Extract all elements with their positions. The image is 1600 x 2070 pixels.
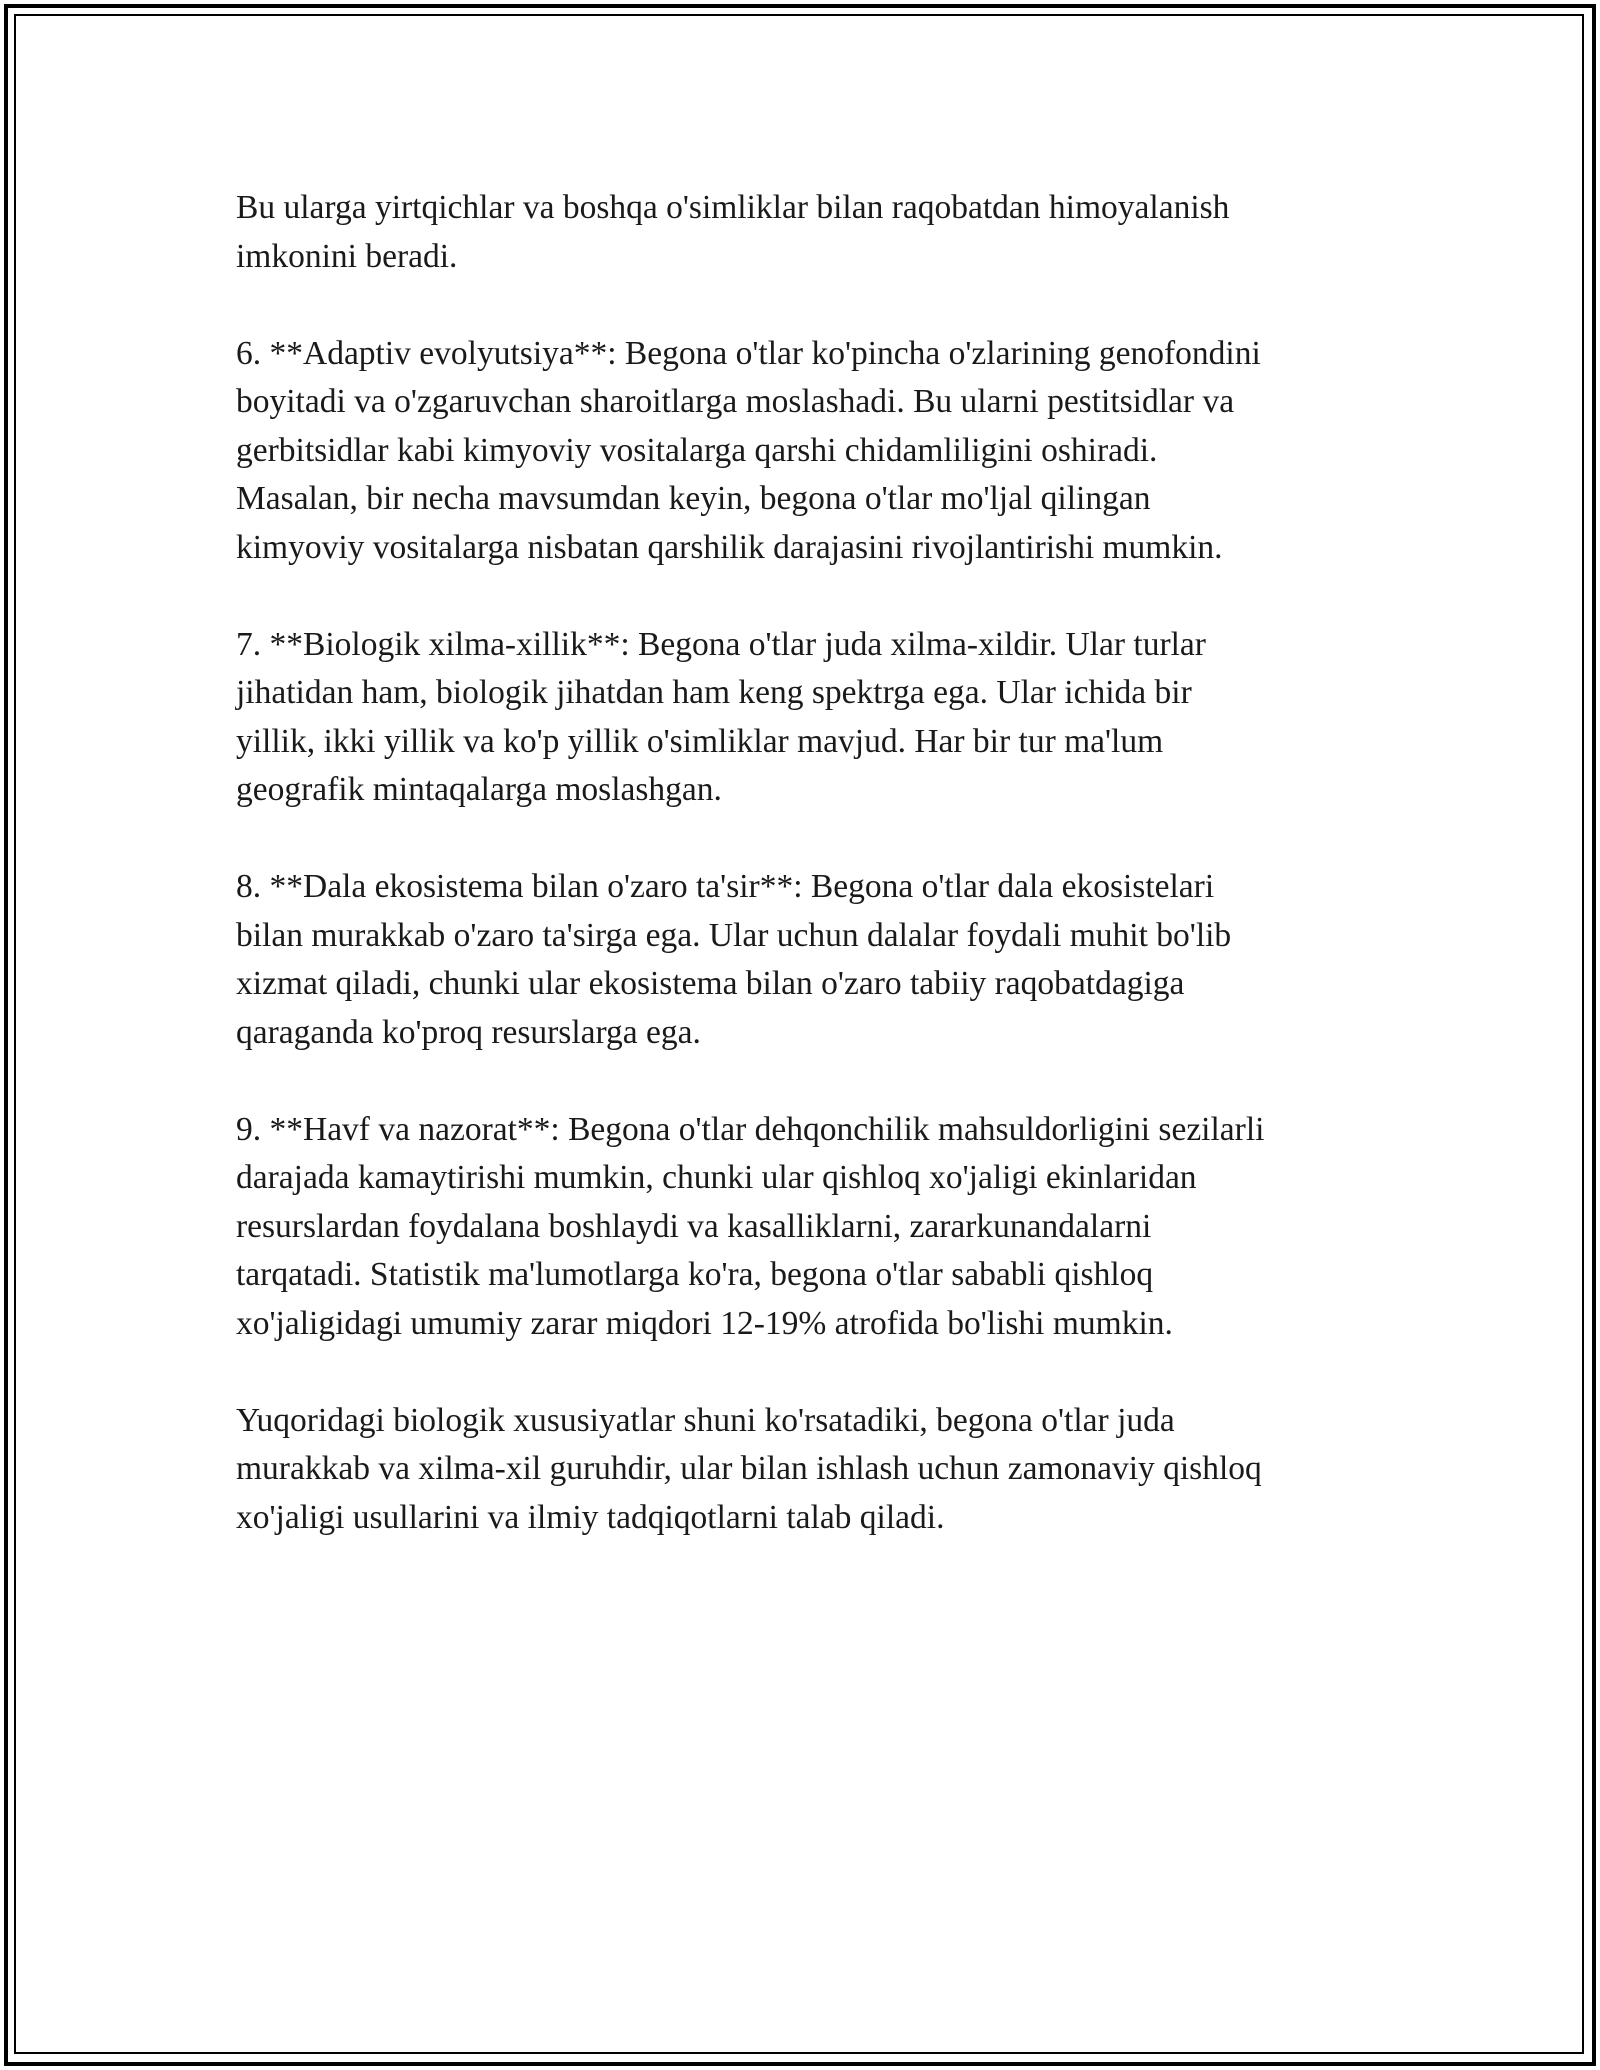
text-line: resurslardan foydalana boshlaydi va kasalliklarni, zararkunandalarni <box>236 1207 1152 1245</box>
paragraph-conclusion <box>236 1397 1386 1543</box>
text-line: xo'jaligi usullarini va ilmiy tadqiqotlarni talab qiladi. <box>236 1498 945 1536</box>
text-line: imkonini beradi. <box>236 237 458 275</box>
text-line: bilan murakkab o'zaro ta'sirga ega. Ular uchun dalalar foydali muhit bo'lib <box>236 916 1232 954</box>
text-line: geografik mintaqalarga moslashgan. <box>236 771 722 808</box>
paragraph-risk-and-control <box>236 1106 1386 1349</box>
text-line: 6. **Adaptiv evolyutsiya**: Begona o'tlar ko'pincha o'zlarining genofondini <box>236 334 1261 372</box>
text-line: Bu ularga yirtqichlar va boshqa o'simliklar bilan raqobatdan himoyalanish <box>236 189 1230 226</box>
text-line: 7. **Biologik xilma-xillik**: Begona o'tlar juda xilma-xildir. Ular turlar <box>236 625 1206 663</box>
text-line: xo'jaligidagi umumiy zarar miqdori 12-19% atrofida bo'lishi mumkin. <box>236 1304 1173 1342</box>
text-line: darajada kamaytirishi mumkin, chunki ular qishloq xo'jaligi ekinlaridan <box>236 1159 1197 1196</box>
text-line: Yuqoridagi biologik xususiyatlar shuni ko'rsatadiki, begona o'tlar juda <box>236 1401 1175 1439</box>
text-line: jihatidan ham, biologik jihatdan ham keng spektrga ega. Ular ichida bir <box>236 674 1192 711</box>
text-line: 8. **Dala ekosistema bilan o'zaro ta'sir**: Begona o'tlar dala ekosistelari <box>236 868 1215 905</box>
text-line: gerbitsidlar kabi kimyoviy vositalarga qarshi chidamliligini oshiradi. <box>236 431 1158 469</box>
text-line: kimyoviy vositalarga nisbatan qarshilik darajasini rivojlantirishi mumkin. <box>236 528 1223 566</box>
paragraph-adaptive-evolution <box>236 330 1386 573</box>
text-line: 9. **Havf va nazorat**: Begona o'tlar dehqonchilik mahsuldorligini sezilarli <box>236 1110 1265 1148</box>
paragraph-intro-continuation <box>236 184 1386 281</box>
paragraph-field-ecosystem <box>236 863 1386 1057</box>
text-line: qaraganda ko'proq resurslarga ega. <box>236 1013 701 1051</box>
document-body <box>236 184 1386 1591</box>
text-line: murakkab va xilma-xil guruhdir, ular bilan ishlash uchun zamonaviy qishloq <box>236 1450 1262 1487</box>
text-line: Masalan, bir necha mavsumdan keyin, begona o'tlar mo'ljal qilingan <box>236 480 1151 517</box>
text-line: tarqatadi. Statistik ma'lumotlarga ko'ra, begona o'tlar sababli qishloq <box>236 1256 1154 1293</box>
text-line: xizmat qiladi, chunki ular ekosistema bilan o'zaro tabiiy raqobatdagiga <box>236 965 1185 1002</box>
text-line: boyitadi va o'zgaruvchan sharoitlarga moslashadi. Bu ularni pestitsidlar va <box>236 383 1235 420</box>
paragraph-biological-diversity <box>236 621 1386 815</box>
text-line: yillik, ikki yillik va ko'p yillik o'simliklar mavjud. Har bir tur ma'lum <box>236 722 1164 760</box>
